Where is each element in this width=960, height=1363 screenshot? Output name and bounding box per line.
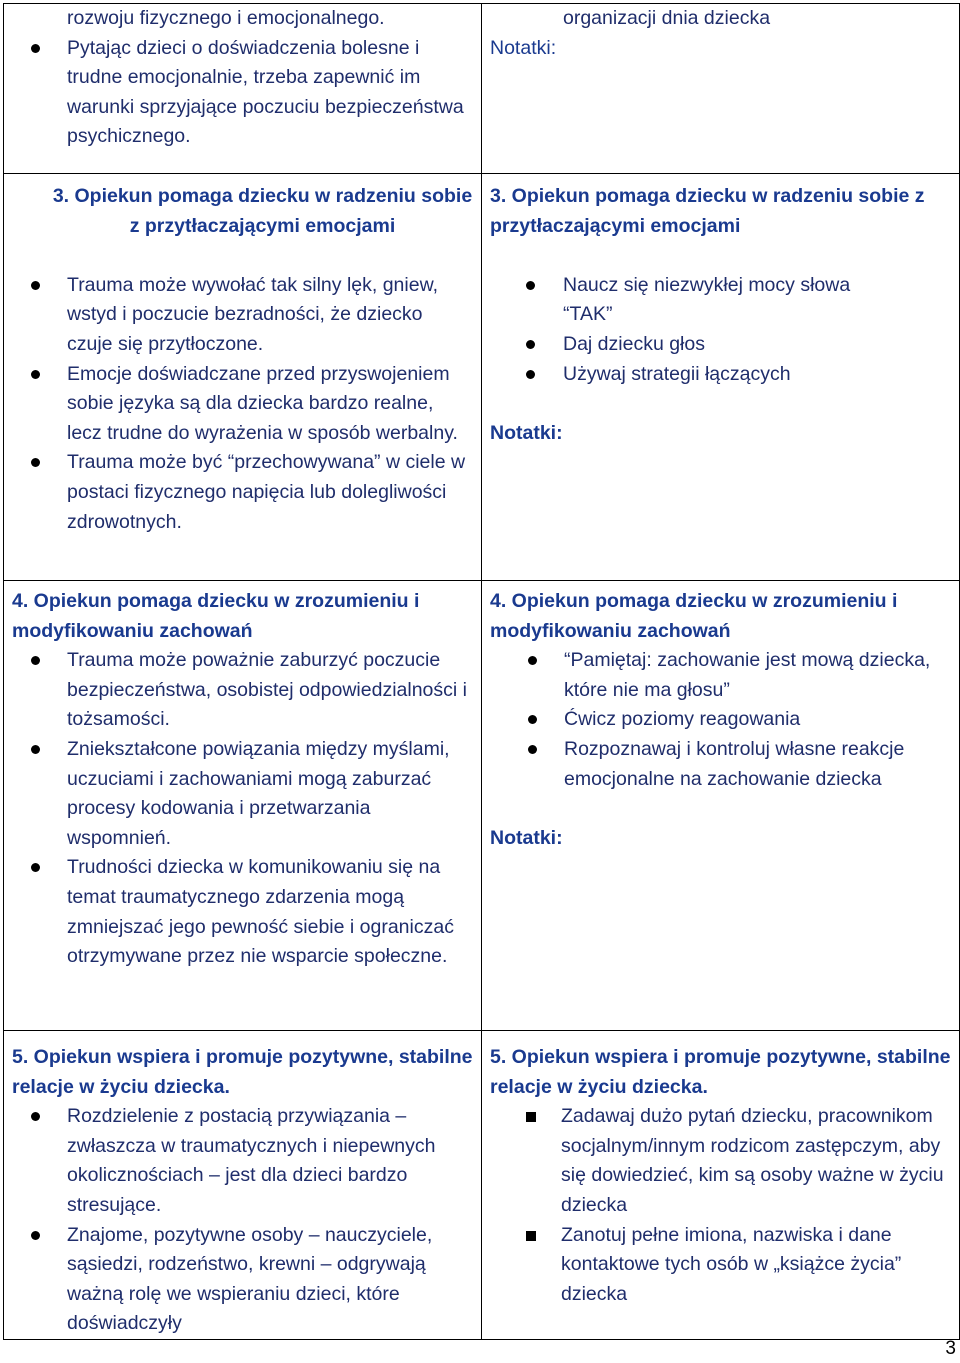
continuation-text: organizacji dnia dziecka [563, 7, 771, 29]
section-heading: 3. Opiekun pomaga dziecku w radzeniu sobie z przytłaczającymi emocjami [490, 185, 925, 237]
section-heading: 4. Opiekun pomaga dziecku w zrozumieniu i modyfikowaniu zachowań [490, 590, 898, 642]
bullet-list [12, 1102, 473, 1339]
bullet-list [12, 646, 473, 972]
left-cell [4, 1031, 482, 1340]
bullet-icon [31, 1231, 40, 1240]
bullet-list [490, 271, 951, 389]
section-heading: 3. Opiekun pomaga dziecku w radzeniu sobie z przytłaczającymi emocjami [52, 185, 473, 237]
bullet-icon [528, 745, 537, 754]
bullet-list [490, 1102, 951, 1309]
list-item: Trauma może wywołać tak silny lęk, gniew, wstyd i poczucie bezradności, że dziecko czuje się przytłoczone. [12, 271, 473, 360]
left-cell [4, 174, 482, 581]
table-row [4, 581, 960, 1031]
bullet-icon [31, 458, 40, 467]
list-item: Rozpoznawaj i kontroluj własne reakcje emocjonalne na zachowanie dziecka [490, 735, 951, 794]
list-item: Zadawaj dużo pytań dziecku, pracownikom socjalnym/innym rodzicom zastępczym, aby się dowiedzieć, kim są osoby ważne w życiu dziecka [490, 1102, 951, 1220]
list-item: Używaj strategii łączących [490, 360, 951, 390]
bullet-icon [528, 656, 537, 665]
section-heading: 5. Opiekun wspiera i promuje pozytywne, stabilne relacje w życiu dziecka. [490, 1046, 951, 1098]
continuation-text: rozwoju fizycznego i emocjonalnego. [67, 7, 385, 29]
bullet-icon [31, 863, 40, 872]
bullet-icon [526, 281, 535, 290]
square-bullet-icon [526, 1231, 536, 1241]
table-row [4, 1031, 960, 1340]
bullet-icon [31, 1112, 40, 1121]
bullet-icon [31, 281, 40, 290]
table-row [4, 4, 960, 174]
section-heading: 4. Opiekun pomaga dziecku w zrozumieniu i modyfikowaniu zachowań [12, 590, 420, 642]
bullet-list [12, 34, 473, 152]
list-item: Trauma może być “przechowywana” w ciele w postaci fizycznego napięcia lub dolegliwości zdrowotnych. [12, 448, 473, 537]
bullet-icon [526, 370, 535, 379]
list-item: Zanotuj pełne imiona, nazwiska i dane kontaktowe tych osób w „książce życia” dziecka [490, 1221, 951, 1310]
list-item: Rozdzielenie z postacią przywiązania – zwłaszcza w traumatycznych i niepewnych okolicznościach – jest dla dzieci bardzo stresujące. [12, 1102, 473, 1220]
notes-label: Notatki: [490, 826, 563, 849]
bullet-list [12, 271, 473, 537]
bullet-icon [526, 340, 535, 349]
list-item: Naucz się niezwykłej mocy słowa “TAK” [490, 271, 951, 330]
list-item: Pytając dzieci o doświadczenia bolesne i trudne emocjonalnie, trzeba zapewnić im warunki sprzyjające poczuciu bezpieczeństwa psychicznego. [12, 34, 473, 152]
square-bullet-icon [526, 1112, 536, 1122]
list-item: Zniekształcone powiązania między myślami, uczuciami i zachowaniami mogą zaburzać procesy kodowania i przetwarzania wspomnień. [12, 735, 473, 853]
page-number: 3 [945, 1338, 956, 1359]
notes-label: Notatki: [490, 36, 557, 59]
bullet-icon [31, 44, 40, 53]
section-heading: 5. Opiekun wspiera i promuje pozytywne, stabilne relacje w życiu dziecka. [12, 1046, 473, 1098]
table-row [4, 174, 960, 581]
left-cell [4, 581, 482, 1031]
bullet-icon [31, 656, 40, 665]
list-item: Daj dziecku głos [490, 330, 951, 360]
bullet-list [490, 646, 951, 794]
list-item: “Pamiętaj: zachowanie jest mową dziecka, które nie ma głosu” [490, 646, 951, 705]
right-cell [482, 581, 960, 1031]
list-item: Znajome, pozytywne osoby – nauczyciele, sąsiedzi, rodzeństwo, krewni – odgrywają ważną rolę we wspieraniu dzieci, które doświadczyły [12, 1221, 473, 1339]
right-cell [482, 4, 960, 174]
document-page [3, 3, 958, 1339]
bullet-icon [31, 745, 40, 754]
left-cell [4, 4, 482, 174]
list-item: Ćwicz poziomy reagowania [490, 705, 951, 735]
right-cell [482, 1031, 960, 1340]
notes-label: Notatki: [490, 421, 563, 444]
list-item: Trauma może poważnie zaburzyć poczucie bezpieczeństwa, osobistej odpowiedzialności i tożsamości. [12, 646, 473, 735]
list-item: Trudności dziecka w komunikowaniu się na temat traumatycznego zdarzenia mogą zmniejszać jego pewność siebie i ograniczać otrzymywane przez nie wsparcie społeczne. [12, 853, 473, 971]
list-item: Emocje doświadczane przed przyswojeniem sobie języka są dla dziecka bardzo realne, lecz trudne do wyrażenia w sposób werbalny. [12, 360, 473, 449]
right-cell [482, 174, 960, 581]
bullet-icon [31, 370, 40, 379]
two-column-table [3, 3, 960, 1340]
bullet-icon [528, 715, 537, 724]
